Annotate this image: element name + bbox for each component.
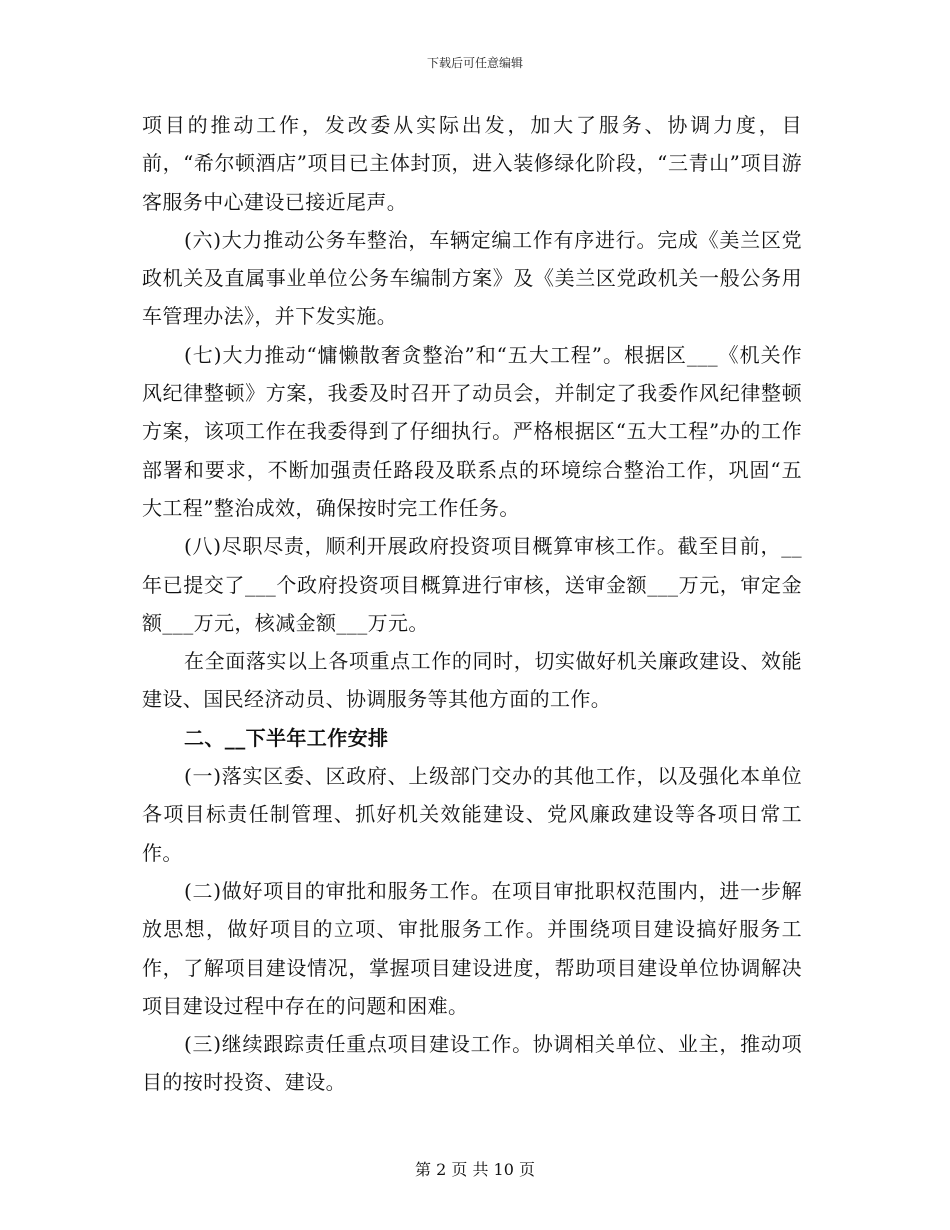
paragraph-item-7: (七)大力推动“慵懒散奢贪整治”和“五大工程”。根据区___《机关作风纪律整顿》方案，我委及时召开了动员会，并制定了我委作风纪律整顿方案，该项工作在我委得到了仔细执行。严格根据区“五大工程”办的工作部署和要求，不断加强责任路段及联系点的环境综合整治工作，巩固“五大工程”整治成效，确保按时完工作任务。: [142, 342, 802, 520]
paragraph-plan-2: (二)做好项目的审批和服务工作。在项目审批职权范围内，进一步解放思想，做好项目的立项、审批服务工作。并围绕项目建设搞好服务工作，了解项目建设情况，掌握项目建设进度，帮助项目建设单位协调解决项目建设过程中存在的问题和困难。: [142, 878, 802, 1018]
paragraph-other-work: 在全面落实以上各项重点工作的同时，切实做好机关廉政建设、效能建设、国民经济动员、协调服务等其他方面的工作。: [142, 649, 802, 712]
paragraph-project-progress: 项目的推动工作，发改委从实际出发，加大了服务、协调力度，目前，“希尔顿酒店”项目已主体封顶，进入装修绿化阶段，“三青山”项目游客服务中心建设已接近尾声。: [142, 113, 802, 214]
paragraph-item-8: (八)尽职尽责，顺利开展政府投资项目概算审核工作。截至目前，__年已提交了___个政府投资项目概算进行审核，送审金额___万元，审定金额___万元，核减金额___万元。: [142, 534, 802, 635]
section-heading: 二、__下半年工作安排: [184, 725, 389, 750]
paragraph-plan-1: (一)落实区委、区政府、上级部门交办的其他工作，以及强化本单位各项目标责任制管理、抓好机关效能建设、党风廉政建设等各项日常工作。: [142, 764, 802, 865]
paragraph-plan-3: (三)继续跟踪责任重点项目建设工作。协调相关单位、业主，推动项目的按时投资、建设。: [142, 1032, 802, 1095]
page-header-note: 下载后可任意编辑: [426, 56, 523, 70]
document-body: [142, 106, 802, 1102]
paragraph-item-6: (六)大力推动公务车整治，车辆定编工作有序进行。完成《美兰区党政机关及直属事业单位公务车编制方案》及《美兰区党政机关一般公务用车管理办法》，并下发实施。: [142, 227, 802, 329]
page-number-footer: 第 2 页 共 10 页: [415, 1160, 535, 1179]
